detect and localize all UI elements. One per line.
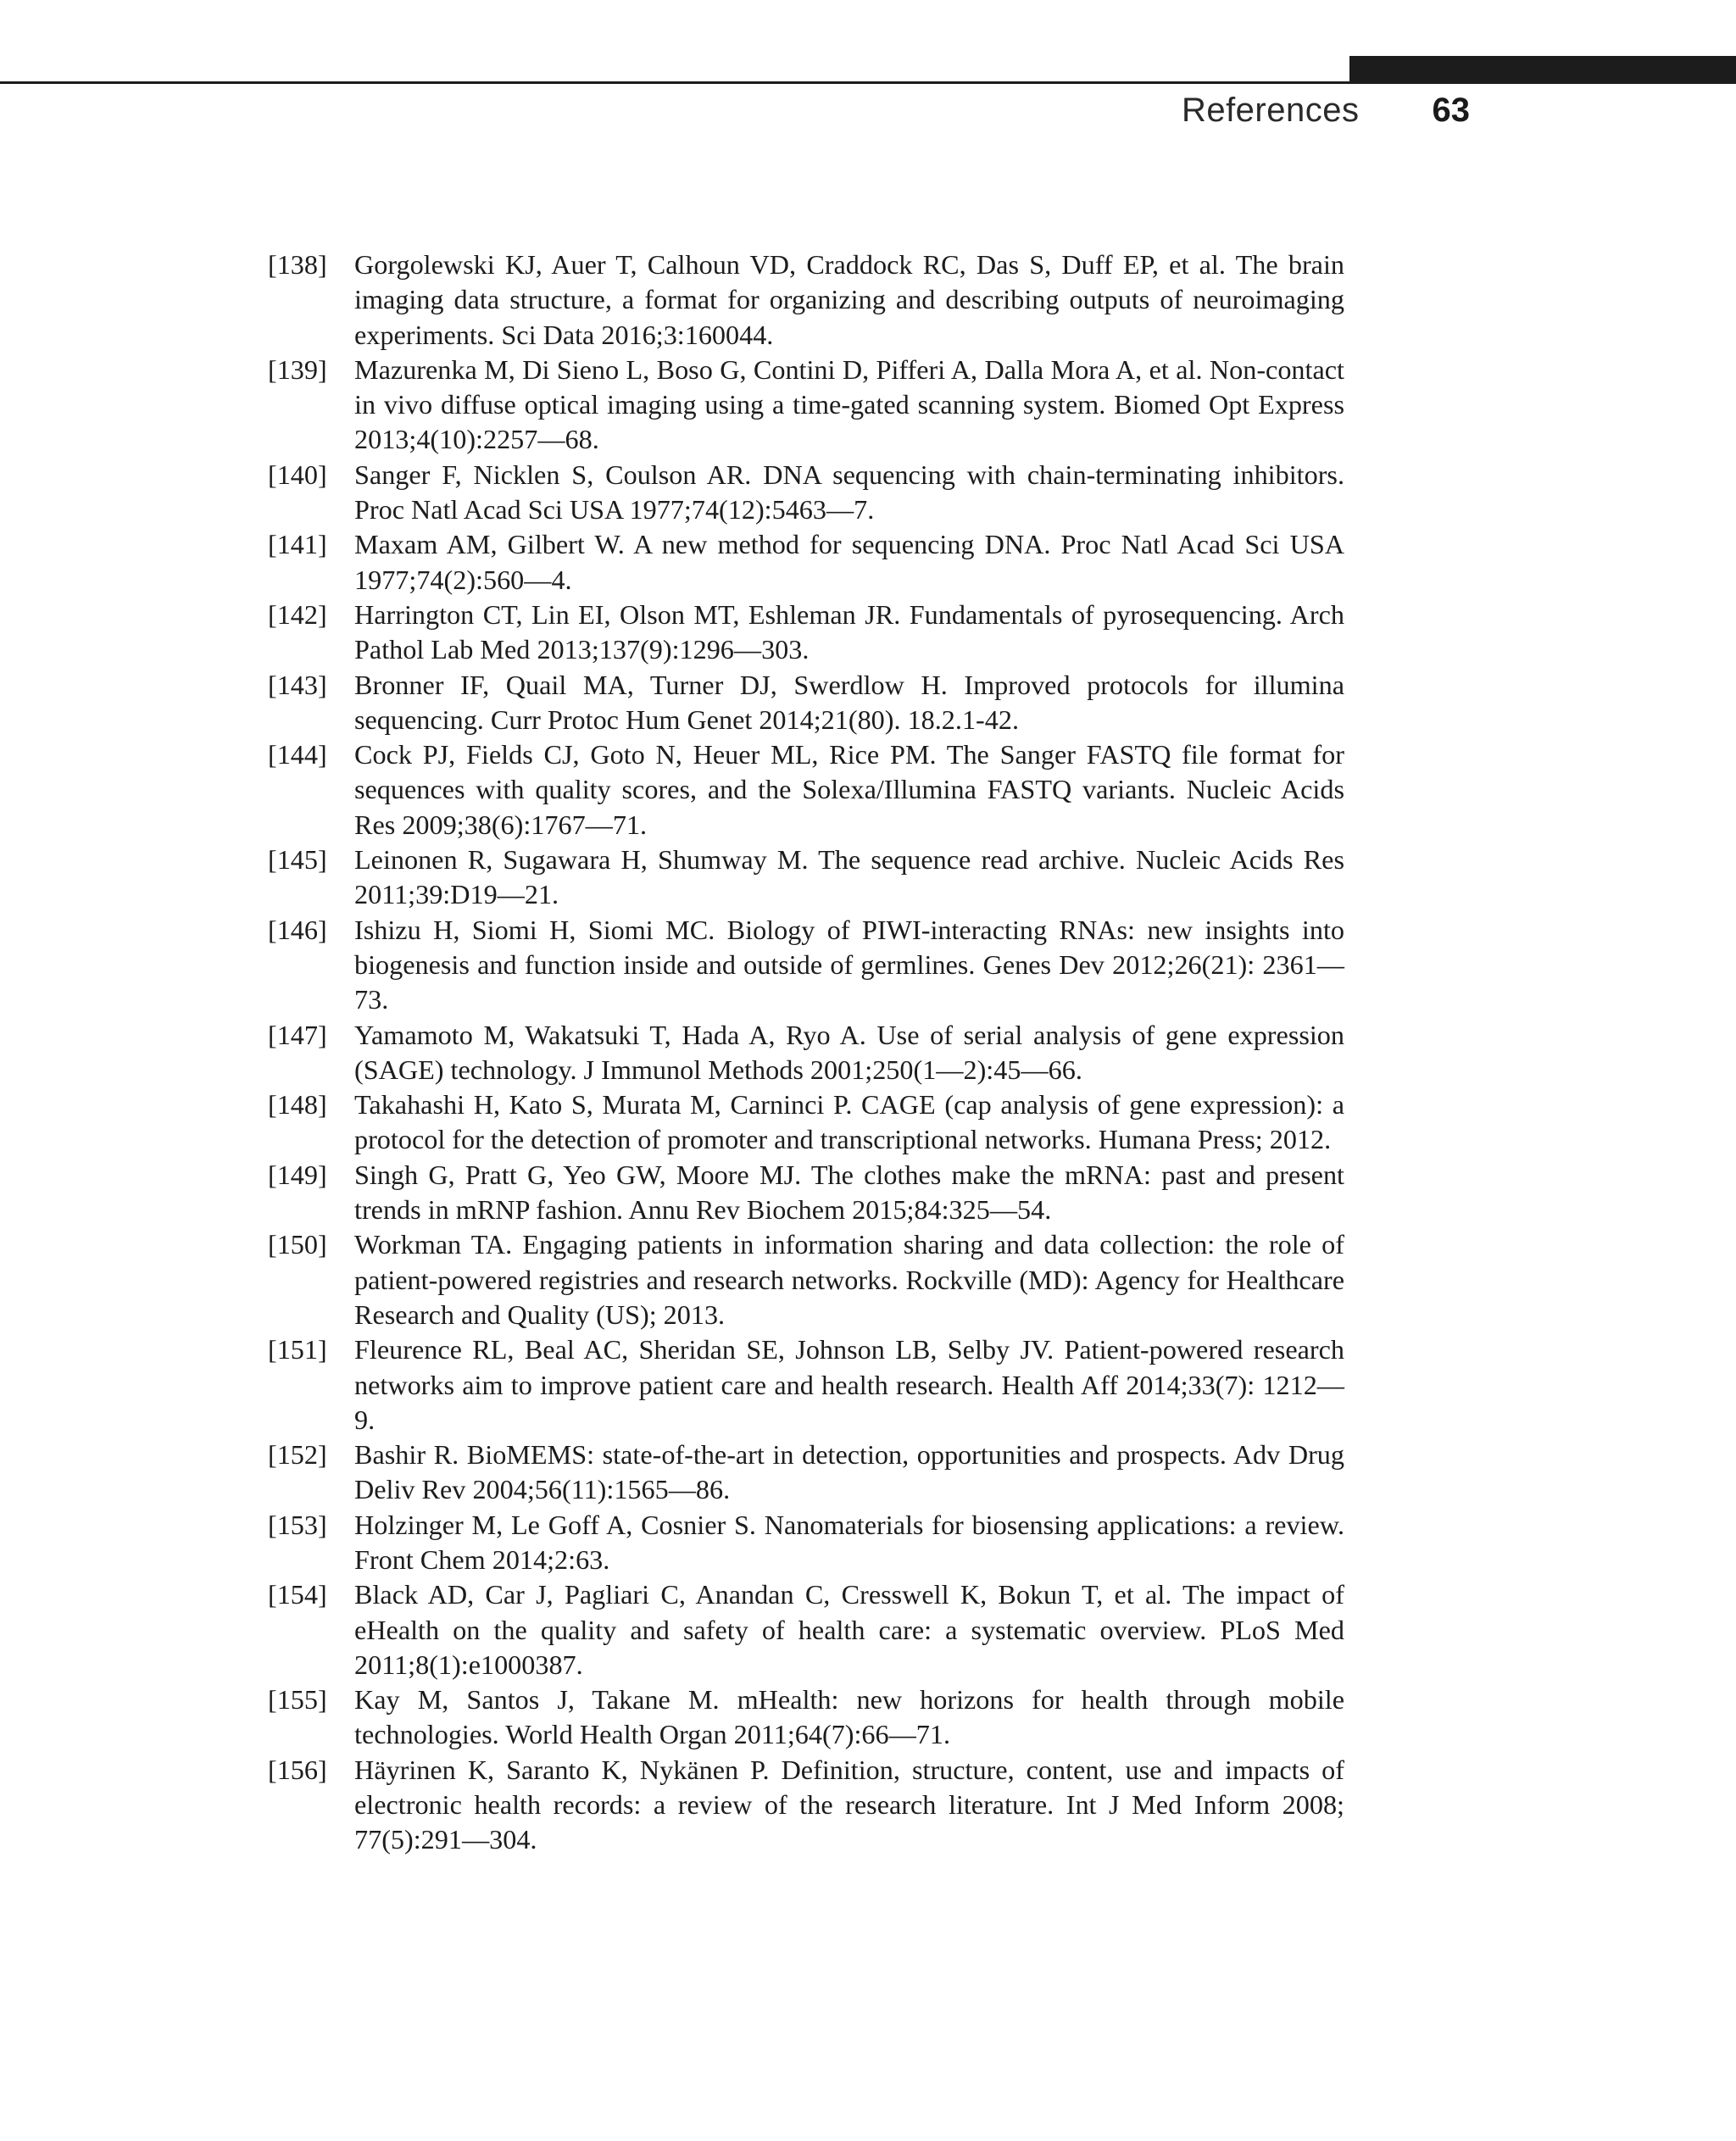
header-bar xyxy=(1349,56,1736,83)
reference-entry xyxy=(268,458,1344,528)
reference-number: [154] xyxy=(268,1579,327,1610)
reference-number: [144] xyxy=(268,739,327,770)
reference-entry xyxy=(268,913,1344,1018)
reference-text: Yamamoto M, Wakatsuki T, Hada A, Ryo A. Use of serial analysis of gene expression (SAGE) technology. J Immunol Methods 2001;250(1—2):45—66. xyxy=(354,1019,1344,1085)
reference-text: Kay M, Santos J, Takane M. mHealth: new horizons for health through mobile technologies. World Health Organ 2011;64(7):66—71. xyxy=(354,1684,1344,1750)
reference-entry xyxy=(268,1438,1344,1508)
reference-text: Black AD, Car J, Pagliari C, Anandan C, Cresswell K, Bokun T, et al. The impact of eHealth on the quality and safety of health care: a systematic overview. PLoS Med 2011;8(1):e1000387. xyxy=(354,1579,1344,1680)
reference-entry xyxy=(268,1018,1344,1088)
reference-number: [153] xyxy=(268,1509,327,1540)
reference-text: Häyrinen K, Saranto K, Nykänen P. Definition, structure, content, use and impacts of electronic health records: a review of the research literature. Int J Med Inform 2008; 77(5):291—304. xyxy=(354,1754,1344,1855)
reference-text: Workman TA. Engaging patients in information sharing and data collection: the role of patient-powered registries and research networks. Rockville (MD): Agency for Healthcare Research and Quality (US); 2013. xyxy=(354,1229,1344,1330)
reference-number: [149] xyxy=(268,1159,327,1190)
reference-number: [148] xyxy=(268,1089,327,1121)
reference-text: Sanger F, Nicklen S, Coulson AR. DNA sequencing with chain-terminating inhibitors. Proc Natl Acad Sci USA 1977;74(12):5463—7. xyxy=(354,459,1344,526)
reference-entry xyxy=(268,353,1344,458)
page-number: 63 xyxy=(1432,92,1470,129)
reference-number: [140] xyxy=(268,459,327,490)
reference-list xyxy=(268,247,1344,1858)
reference-number: [152] xyxy=(268,1439,327,1471)
reference-text: Singh G, Pratt G, Yeo GW, Moore MJ. The clothes make the mRNA: past and present trends in mRNP fashion. Annu Rev Biochem 2015;84:325—54. xyxy=(354,1159,1344,1226)
reference-entry xyxy=(268,598,1344,668)
reference-entry xyxy=(268,842,1344,913)
reference-text: Mazurenka M, Di Sieno L, Boso G, Contini D, Pifferi A, Dalla Mora A, et al. Non-contact in vivo diffuse optical imaging using a time-gated scanning system. Biomed Opt Express 2013;4(10):2257—68. xyxy=(354,353,1344,455)
running-head xyxy=(1182,92,1470,130)
reference-number: [156] xyxy=(268,1754,327,1785)
reference-number: [147] xyxy=(268,1019,327,1050)
section-title: References xyxy=(1181,92,1360,129)
reference-number: [138] xyxy=(268,249,327,280)
reference-text: Ishizu H, Siomi H, Siomi MC. Biology of PIWI-interacting RNAs: new insights into biogenesis and function inside and outside of germlines. Genes Dev 2012;26(21): 2361—73. xyxy=(354,914,1344,1015)
reference-entry xyxy=(268,1158,1344,1228)
reference-text: Takahashi H, Kato S, Murata M, Carninci P. CAGE (cap analysis of gene expression): a protocol for the detection of promoter and transcriptional networks. Humana Press; 2012. xyxy=(354,1089,1344,1155)
reference-number: [145] xyxy=(268,844,327,876)
reference-entry xyxy=(268,1227,1344,1332)
reference-number: [155] xyxy=(268,1684,327,1716)
reference-entry xyxy=(268,1508,1344,1578)
reference-entry xyxy=(268,1682,1344,1753)
reference-text: Fleurence RL, Beal AC, Sheridan SE, Johnson LB, Selby JV. Patient-powered research networks aim to improve patient care and health research. Health Aff 2014;33(7): 1212—9. xyxy=(354,1334,1344,1435)
reference-text: Bashir R. BioMEMS: state-of-the-art in detection, opportunities and prospects. Adv Drug Deliv Rev 2004;56(11):1565—86. xyxy=(354,1439,1344,1505)
reference-entry xyxy=(268,668,1344,738)
reference-number: [143] xyxy=(268,669,327,700)
reference-entry xyxy=(268,737,1344,842)
reference-text: Harrington CT, Lin EI, Olson MT, Eshleman JR. Fundamentals of pyrosequencing. Arch Pathol Lab Med 2013;137(9):1296—303. xyxy=(354,598,1344,665)
reference-number: [139] xyxy=(268,353,327,385)
reference-text: Bronner IF, Quail MA, Turner DJ, Swerdlow H. Improved protocols for illumina sequencing. Curr Protoc Hum Genet 2014;21(80). 18.2.1-42. xyxy=(354,669,1344,735)
reference-text: Holzinger M, Le Goff A, Cosnier S. Nanomaterials for biosensing applications: a review. Front Chem 2014;2:63. xyxy=(354,1509,1344,1575)
reference-text: Cock PJ, Fields CJ, Goto N, Heuer ML, Rice PM. The Sanger FASTQ file format for sequences with quality scores, and the Solexa/Illumina FASTQ variants. Nucleic Acids Res 2009;38(6):1767—71. xyxy=(354,739,1344,840)
reference-entry xyxy=(268,247,1344,353)
reference-number: [151] xyxy=(268,1334,327,1365)
reference-number: [150] xyxy=(268,1229,327,1260)
reference-entry xyxy=(268,1087,1344,1158)
reference-entry xyxy=(268,527,1344,598)
reference-entry xyxy=(268,1332,1344,1438)
reference-text: Gorgolewski KJ, Auer T, Calhoun VD, Craddock RC, Das S, Duff EP, et al. The brain imaging data structure, a format for organizing and describing outputs of neuroimaging experiments. Sci Data 2016;3:160044. xyxy=(354,249,1344,350)
reference-entry xyxy=(268,1577,1344,1682)
reference-number: [141] xyxy=(268,529,327,560)
reference-entry xyxy=(268,1753,1344,1858)
reference-number: [146] xyxy=(268,914,327,945)
reference-text: Maxam AM, Gilbert W. A new method for sequencing DNA. Proc Natl Acad Sci USA 1977;74(2):560—4. xyxy=(354,529,1344,595)
reference-text: Leinonen R, Sugawara H, Shumway M. The sequence read archive. Nucleic Acids Res 2011;39:D19—21. xyxy=(354,844,1344,910)
reference-number: [142] xyxy=(268,598,327,630)
